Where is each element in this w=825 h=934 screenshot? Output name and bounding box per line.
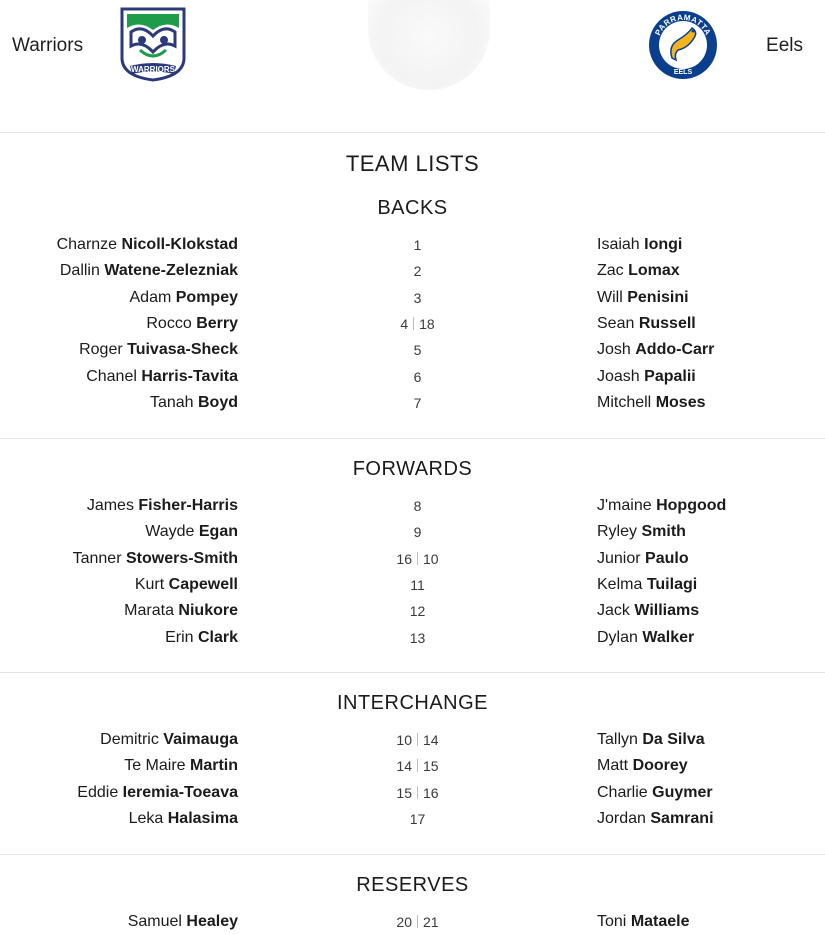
jersey-number-primary: 10 xyxy=(396,732,412,748)
home-player-first-name: Te Maire xyxy=(124,757,186,775)
home-player-first-name: Roger xyxy=(79,341,123,359)
home-player-first-name: Wayde xyxy=(145,523,195,541)
away-player-last-name: Samrani xyxy=(650,809,714,827)
number-separator xyxy=(413,317,414,330)
away-player-first-name: Dylan xyxy=(597,628,638,646)
home-player-last-name: Watene-Zelezniak xyxy=(104,262,238,280)
eels-logo-year-right: 47 xyxy=(698,44,704,50)
home-player-name[interactable] xyxy=(73,550,238,568)
team-lists-title: TEAM LISTS xyxy=(345,151,480,176)
away-player-first-name: Matt xyxy=(597,757,629,775)
home-player-name[interactable] xyxy=(145,523,238,541)
away-player-name[interactable] xyxy=(597,810,714,828)
away-team-name[interactable]: Eels xyxy=(766,35,803,56)
warriors-logo-text: WARRIORS xyxy=(131,65,175,74)
divider xyxy=(0,672,825,673)
jersey-number-primary: 15 xyxy=(396,784,412,801)
away-player-first-name: Jordan xyxy=(597,809,646,827)
divider xyxy=(0,854,825,855)
away-player-first-name: Zac xyxy=(597,262,624,280)
home-player-last-name: Niukore xyxy=(178,602,238,620)
home-player-first-name: Tanner xyxy=(72,549,122,567)
jersey-number xyxy=(360,914,475,930)
home-player-first-name: Rocco xyxy=(146,314,192,332)
jersey-number xyxy=(360,577,475,593)
jersey-number-primary: 13 xyxy=(409,629,426,646)
home-player-last-name: Boyd xyxy=(198,393,238,411)
away-player-last-name: Lomax xyxy=(628,262,680,280)
home-player-last-name: Healey xyxy=(186,913,238,930)
away-player-first-name: Mitchell xyxy=(597,393,652,411)
home-player-last-name: Ieremia-Toeava xyxy=(122,783,238,801)
away-player-name[interactable] xyxy=(597,550,689,568)
home-player-name[interactable] xyxy=(60,262,238,280)
away-player-last-name: Doorey xyxy=(632,757,688,775)
jersey-number-primary: 7 xyxy=(413,394,422,411)
home-player-name[interactable] xyxy=(77,784,238,802)
away-player-name[interactable] xyxy=(597,315,696,333)
away-player-last-name: Smith xyxy=(641,523,686,541)
away-player-name[interactable] xyxy=(597,262,680,280)
jersey-number-primary: 1 xyxy=(413,237,422,253)
away-player-last-name: Paulo xyxy=(645,549,689,567)
away-player-last-name: Papalii xyxy=(644,367,696,385)
jersey-number-primary: 9 xyxy=(413,524,422,541)
number-separator xyxy=(417,733,418,746)
away-player-first-name: Charlie xyxy=(597,783,648,801)
number-separator xyxy=(417,759,418,772)
away-player-last-name: Moses xyxy=(655,393,706,411)
number-separator xyxy=(417,552,418,565)
player-row xyxy=(0,315,825,341)
player-row xyxy=(0,236,825,262)
home-player-first-name: Eddie xyxy=(77,783,119,801)
away-player-last-name: Penisini xyxy=(627,288,689,306)
player-row xyxy=(0,629,825,655)
away-player-last-name: Da Silva xyxy=(642,731,705,748)
jersey-number xyxy=(360,785,475,801)
away-player-name[interactable] xyxy=(597,341,714,359)
away-player-name[interactable] xyxy=(597,629,694,647)
away-player-name[interactable] xyxy=(597,497,726,515)
jersey-number xyxy=(360,603,475,619)
divider xyxy=(0,438,825,439)
home-team-name[interactable]: Warriors xyxy=(12,35,84,56)
away-player-name[interactable] xyxy=(597,289,689,307)
jersey-number xyxy=(360,758,475,774)
home-player-name[interactable] xyxy=(165,629,238,647)
jersey-number-primary: 3 xyxy=(413,289,422,306)
eels-logo-top-text: PARRAMATTA xyxy=(653,12,713,37)
away-player-last-name: Russell xyxy=(638,314,696,332)
eels-logo[interactable] xyxy=(648,10,718,85)
jersey-number xyxy=(360,290,475,306)
jersey-number xyxy=(360,237,475,253)
away-player-last-name: Hopgood xyxy=(656,497,727,514)
number-separator xyxy=(417,915,418,928)
player-row xyxy=(0,810,825,836)
away-player-last-name: Guymer xyxy=(652,783,713,801)
away-player-name[interactable] xyxy=(597,523,686,541)
home-player-last-name: Halasima xyxy=(167,809,238,827)
away-player-name[interactable] xyxy=(597,784,713,802)
away-player-first-name: J'maine xyxy=(597,497,652,514)
player-row xyxy=(0,394,825,420)
away-player-last-name: Iongi xyxy=(644,236,683,253)
home-player-first-name: Demitric xyxy=(100,731,159,748)
home-player-last-name: Tuivasa-Sheck xyxy=(127,341,238,359)
home-player-last-name: Stowers-Smith xyxy=(125,549,238,567)
player-row xyxy=(0,497,825,523)
away-player-first-name: Kelma xyxy=(597,575,643,593)
home-player-name[interactable] xyxy=(130,289,239,307)
home-player-last-name: Harris-Tavita xyxy=(141,367,238,385)
away-player-name[interactable] xyxy=(597,368,696,386)
home-player-name[interactable] xyxy=(135,576,238,594)
jersey-number xyxy=(360,342,475,358)
number-separator xyxy=(417,786,418,799)
away-player-name[interactable] xyxy=(597,394,705,412)
home-player-name[interactable] xyxy=(124,757,238,775)
reserves-heading: RESERVES xyxy=(356,874,469,896)
eels-logo-year-left: 19 xyxy=(662,44,668,50)
divider xyxy=(0,132,825,133)
home-player-last-name: Capewell xyxy=(168,575,238,593)
eels-logo-bottom-text: EELS xyxy=(673,69,693,76)
away-player-first-name: Sean xyxy=(597,314,635,332)
home-player-first-name: Kurt xyxy=(134,575,165,593)
jersey-number-primary: 20 xyxy=(396,914,412,930)
jersey-number-primary: 14 xyxy=(396,758,412,775)
home-player-first-name: Leka xyxy=(128,809,164,827)
warriors-logo[interactable] xyxy=(118,6,188,87)
away-player-name[interactable] xyxy=(597,731,705,749)
jersey-number-primary: 16 xyxy=(396,550,412,567)
jersey-number-primary: 17 xyxy=(409,810,426,827)
home-player-first-name: Chanel xyxy=(86,367,137,385)
home-player-last-name: Fisher-Harris xyxy=(138,497,238,514)
jersey-number xyxy=(360,369,475,385)
away-player-first-name: Tallyn xyxy=(597,731,638,748)
home-player-first-name: Tanah xyxy=(149,393,194,411)
player-row xyxy=(0,289,825,315)
jersey-number xyxy=(360,263,475,279)
away-player-first-name: Will xyxy=(597,288,623,306)
away-player-first-name: Isaiah xyxy=(597,236,640,253)
home-player-last-name: Clark xyxy=(197,628,238,646)
jersey-number-primary: 6 xyxy=(413,368,422,385)
away-player-last-name: Mataele xyxy=(630,913,690,930)
away-player-first-name: Toni xyxy=(597,913,627,930)
jersey-number-primary: 4 xyxy=(400,315,409,332)
player-row xyxy=(0,368,825,394)
home-player-last-name: Nicoll-Klokstad xyxy=(121,236,238,253)
away-player-last-name: Addo-Carr xyxy=(635,341,715,359)
home-player-last-name: Vaimauga xyxy=(163,731,238,748)
jersey-number-primary: 8 xyxy=(413,498,422,514)
away-player-first-name: Jack xyxy=(597,602,630,620)
jersey-number xyxy=(360,811,475,827)
jersey-number xyxy=(360,630,475,646)
home-player-last-name: Berry xyxy=(196,314,238,332)
jersey-number xyxy=(360,524,475,540)
away-player-first-name: Junior xyxy=(597,549,641,567)
home-player-last-name: Martin xyxy=(190,757,238,775)
home-player-first-name: Charnze xyxy=(56,236,118,253)
jersey-number xyxy=(360,316,475,332)
home-player-name[interactable] xyxy=(150,394,238,412)
away-player-last-name: Tuilagi xyxy=(646,575,698,593)
home-player-name[interactable] xyxy=(146,315,238,333)
home-player-name[interactable] xyxy=(86,368,238,386)
match-center-badge xyxy=(368,0,490,90)
away-player-name[interactable] xyxy=(597,602,699,620)
home-player-first-name: James xyxy=(86,497,134,514)
player-row xyxy=(0,784,825,810)
jersey-number xyxy=(360,732,475,748)
jersey-number xyxy=(360,498,475,514)
away-player-name[interactable] xyxy=(597,236,682,254)
home-player-name[interactable] xyxy=(79,341,238,359)
home-player-first-name: Marata xyxy=(124,602,174,620)
away-player-first-name: Ryley xyxy=(597,523,638,541)
jersey-number-primary: 12 xyxy=(409,603,426,620)
player-row xyxy=(0,341,825,367)
player-row xyxy=(0,550,825,576)
jersey-number-secondary: 21 xyxy=(423,914,439,930)
home-player-last-name: Pompey xyxy=(175,288,238,306)
home-player-name[interactable] xyxy=(128,913,238,931)
forwards-heading: FORWARDS xyxy=(352,458,473,480)
home-player-first-name: Dallin xyxy=(59,262,100,280)
away-player-name[interactable] xyxy=(597,576,697,594)
away-player-name[interactable] xyxy=(597,913,690,931)
player-row xyxy=(0,576,825,602)
home-player-name[interactable] xyxy=(100,731,238,749)
away-player-last-name: Walker xyxy=(642,628,695,646)
home-player-name[interactable] xyxy=(57,236,238,254)
match-header xyxy=(0,0,825,132)
home-player-first-name: Adam xyxy=(129,288,172,306)
backs-heading: BACKS xyxy=(377,197,448,219)
home-player-first-name: Erin xyxy=(165,628,194,646)
jersey-number-secondary: 14 xyxy=(423,732,439,748)
jersey-number-secondary: 10 xyxy=(423,550,439,567)
jersey-number-secondary: 18 xyxy=(419,315,435,332)
player-row xyxy=(0,523,825,549)
player-row xyxy=(0,262,825,288)
home-player-first-name: Samuel xyxy=(127,913,182,930)
away-player-name[interactable] xyxy=(597,757,688,775)
interchange-heading: INTERCHANGE xyxy=(336,692,489,714)
jersey-number-secondary: 16 xyxy=(423,784,439,801)
away-player-first-name: Josh xyxy=(597,341,631,359)
jersey-number-primary: 11 xyxy=(410,576,425,593)
player-row xyxy=(0,731,825,757)
player-row xyxy=(0,602,825,628)
home-player-name[interactable] xyxy=(87,497,238,515)
jersey-number-primary: 5 xyxy=(413,342,422,359)
jersey-number-primary: 2 xyxy=(413,263,422,280)
home-player-name[interactable] xyxy=(129,810,238,828)
jersey-number xyxy=(360,395,475,411)
player-row xyxy=(0,757,825,783)
away-player-last-name: Williams xyxy=(634,602,700,620)
player-row xyxy=(0,913,825,934)
home-player-last-name: Egan xyxy=(198,523,238,541)
jersey-number xyxy=(360,551,475,567)
away-player-first-name: Joash xyxy=(597,367,640,385)
jersey-number-secondary: 15 xyxy=(423,758,439,775)
home-player-name[interactable] xyxy=(124,602,238,620)
